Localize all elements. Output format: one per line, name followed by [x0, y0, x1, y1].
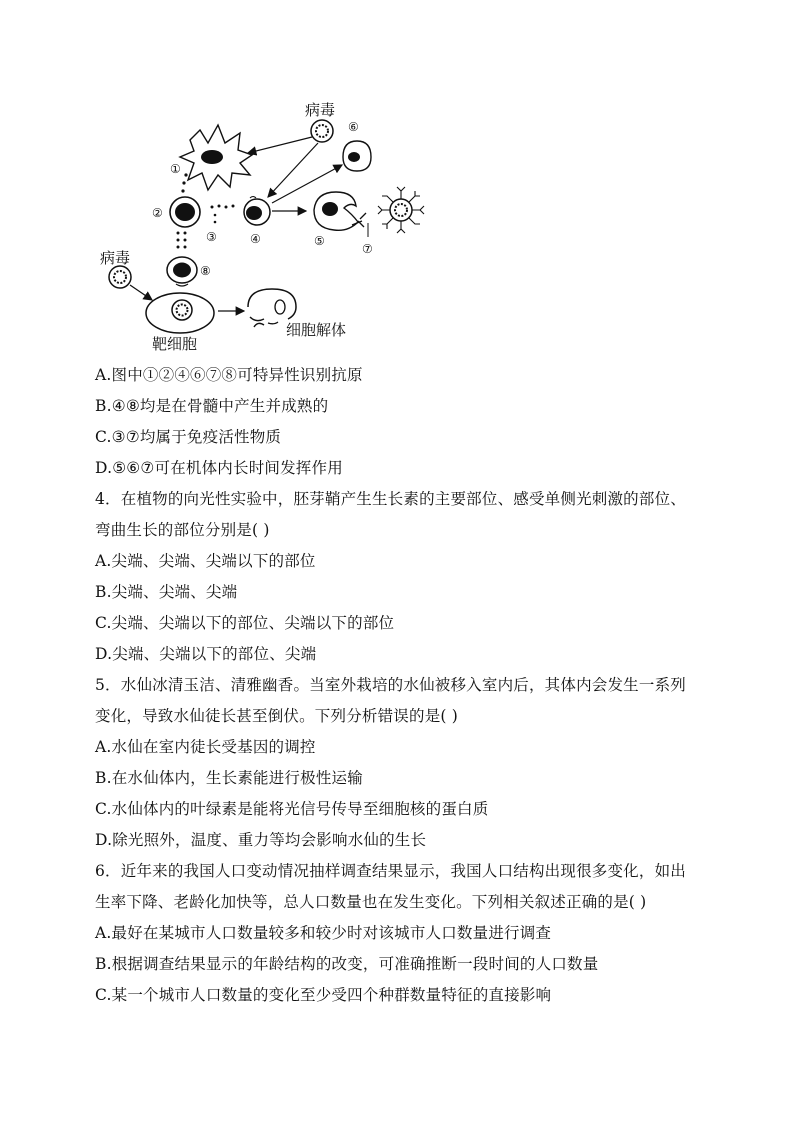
cell-8 [167, 257, 197, 286]
option-c: C.某一个城市人口数量的变化至少受四个种群数量特征的直接影响 [95, 986, 552, 1004]
question-text [95, 360, 725, 1011]
question-4-stem: 4．在植物的向光性实验中，胚芽鞘产生生长素的主要部位、感受单侧光刺激的部位、 [95, 490, 686, 508]
marker-3: ③ [206, 230, 217, 244]
option-b: B.根据调查结果显示的年龄结构的改变，可准确推断一段时间的人口数量 [95, 955, 599, 973]
target-cell-label: 靶细胞 [152, 335, 198, 353]
lymphokine-dots-vertical [177, 232, 187, 249]
option-d: D.除光照外，温度、重力等均会影响水仙的生长 [95, 831, 427, 849]
question-4-stem-cont: 弯曲生长的部位分别是( ) [95, 521, 270, 539]
marker-6: ⑥ [348, 120, 359, 134]
text-line: C.③⑦均属于免疫活性物质 [95, 428, 282, 446]
marker-5: ⑤ [314, 234, 325, 248]
question-6-stem-cont: 生率下降、老龄化加快等，总人口数量也在发生变化。下列相关叙述正确的是( ) [95, 893, 647, 911]
option-a: A.水仙在室内徒长受基因的调控 [95, 738, 316, 756]
immune-response-diagram [90, 95, 470, 355]
marker-8: ⑧ [200, 264, 211, 278]
antigen-antibody-complex [378, 187, 424, 233]
question-5-stem: 5．水仙冰清玉洁、清雅幽香。当室外栽培的水仙被移入室内后，其体内会发生一系列 [95, 676, 686, 694]
virus-icon-top [311, 120, 333, 142]
target-cell [146, 293, 214, 333]
marker-7: ⑦ [362, 242, 373, 256]
immune-diagram-svg [90, 95, 470, 355]
cell-2 [170, 197, 200, 227]
cell-4 [244, 197, 270, 226]
lysis-label: 细胞解体 [286, 321, 347, 339]
virus-icon-left [109, 266, 131, 288]
marker-4: ④ [250, 232, 261, 246]
option-c: C.尖端、尖端以下的部位、尖端以下的部位 [95, 614, 395, 632]
option-a: A.尖端、尖端、尖端以下的部位 [95, 552, 316, 570]
option-b: B.尖端、尖端、尖端 [95, 583, 238, 601]
cell-5 [314, 192, 358, 230]
text-line: B.④⑧均是在骨髓中产生并成熟的 [95, 397, 329, 415]
antigen-presenting-cell [180, 125, 252, 190]
virus-label-left: 病毒 [100, 249, 131, 267]
cell-6 [343, 141, 371, 171]
question-6-stem: 6．近年来的我国人口变动情况抽样调查结果显示，我国人口结构出现很多变化，如出 [95, 862, 686, 880]
lymphokine-dots [211, 205, 235, 224]
option-c: C.水仙体内的叶绿素是能将光信号传导至细胞核的蛋白质 [95, 800, 489, 818]
question-5-stem-cont: 变化，导致水仙徒长甚至倒伏。下列分析错误的是( ) [95, 707, 459, 725]
antigen-dots [181, 173, 187, 192]
marker-2: ② [152, 206, 163, 220]
option-b: B.在水仙体内，生长素能进行极性运输 [95, 769, 363, 787]
text-line: D.⑤⑥⑦可在机体内长时间发挥作用 [95, 459, 343, 477]
option-d: D.尖端、尖端以下的部位、尖端 [95, 645, 317, 663]
text-line: A.图中①②④⑥⑦⑧可特异性识别抗原 [95, 366, 363, 384]
virus-label-top: 病毒 [305, 101, 336, 119]
option-a: A.最好在某城市人口数量较多和较少时对该城市人口数量进行调查 [95, 924, 552, 942]
marker-1: ① [170, 162, 181, 176]
